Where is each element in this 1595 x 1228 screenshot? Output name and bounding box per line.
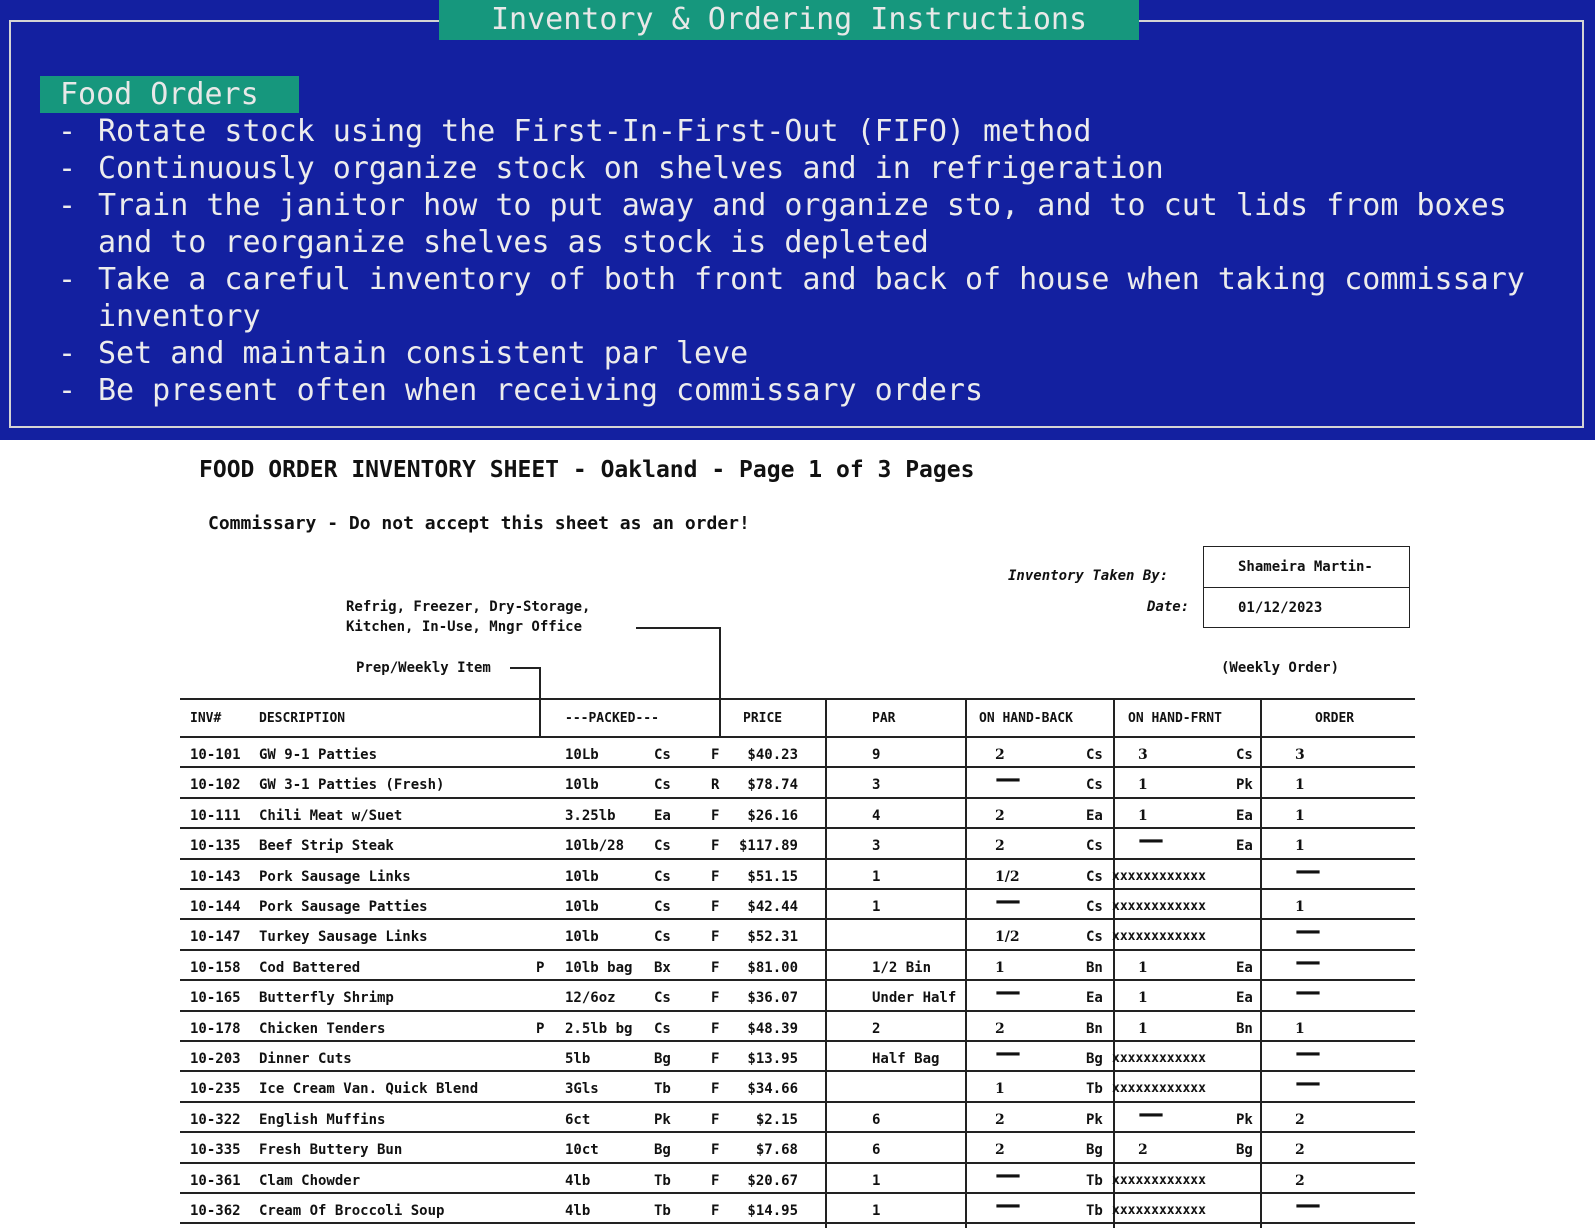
cell-pack-size: 10Lb [565,747,599,763]
cell-front-unit: Ea [1236,807,1253,824]
cell-back-unit: Tb [1086,1081,1103,1098]
prep-connector-h [510,667,540,669]
cell-on-hand-front: 2 [1138,1142,1148,1159]
cell-description: Clam Chowder [259,1172,361,1189]
cell-front-unit: Ea [1236,990,1253,1007]
cell-description: English Muffins [259,1111,386,1128]
table-row [180,886,1415,920]
cell-description: GW 3-1 Patties (Fresh) [259,777,445,794]
cell-on-hand-front: 1 [1138,959,1148,976]
cell-on-hand-front: xxxxxxxxxxxx [1112,1172,1206,1188]
table-row [180,1068,1415,1102]
cell-on-hand-back: 1 [995,959,1005,976]
cell-order: 1 [1295,807,1305,824]
cell-description: Pork Sausage Links [259,868,411,885]
cell-order: 1 [1295,777,1305,794]
cell-location: F [711,747,720,763]
weekly-order-label: (Weekly Order) [1221,660,1340,676]
cell-inv: 10-143 [190,868,241,885]
cell-price: $51.15 [747,868,798,885]
cell-inv: 10-165 [190,990,241,1007]
cell-back-unit: Ea [1086,990,1103,1007]
bullet-dash: - [58,151,77,186]
cell-on-hand-back: 1/2 [995,929,1020,946]
table-row [180,977,1415,1011]
cell-pack-unit: Cs [654,899,671,915]
cell-par: 1 [872,899,881,915]
cell-description: Beef Strip Steak [259,838,394,855]
cell-pack-size: 3Gls [565,1081,599,1098]
sheet-note: Commissary - Do not accept this sheet as an order! [208,513,750,534]
cell-pack-size: 10ct [565,1142,599,1159]
cell-pack-size: 10lb [565,899,599,915]
cell-price: $48.39 [747,1020,798,1037]
instructions-panel [0,0,1595,440]
cell-back-unit: Pk [1086,1111,1103,1128]
table-row [180,1038,1415,1072]
bullet-dash: - [58,262,77,297]
cell-front-unit: Bg [1236,1142,1253,1159]
table-header [180,698,1415,738]
header-par: PAR [872,711,896,726]
instruction-text: Continuously organize stock on shelves and in refrigeration [98,151,1164,186]
cell-inv: 10-362 [190,1203,241,1219]
cell-inv: 10-203 [190,1051,241,1067]
cell-pack-unit: Tb [654,1203,671,1219]
cell-price: $36.07 [747,990,798,1007]
cell-on-hand-back: 2 [995,747,1005,763]
cell-location: F [711,899,720,915]
cell-pack-unit: Cs [654,929,671,946]
date-label: Date: [1147,599,1190,615]
cell-order: — [1295,977,1321,1008]
cell-location: F [711,807,720,824]
cell-on-hand-front: xxxxxxxxxxxx [1112,1203,1206,1218]
cell-par: 1 [872,1203,881,1219]
cell-on-hand-front: 1 [1138,990,1148,1007]
cell-par: 4 [872,807,881,824]
cell-par: 6 [872,1142,881,1159]
cell-description: Chili Meat w/Suet [259,807,403,824]
cell-location: F [711,1172,720,1189]
header-on-hand-back: ON HAND-BACK [979,711,1073,726]
cell-back-unit: Bg [1086,1142,1103,1159]
bullet-dash: - [58,373,77,408]
cell-on-hand-back: — [995,886,1021,916]
cell-description: Turkey Sausage Links [259,929,428,946]
cell-location: F [711,838,720,855]
section-label-food-orders: Food Orders [40,76,299,113]
header-packed: ---PACKED--- [565,711,659,726]
cell-location: F [711,990,720,1007]
cell-inv: 10-235 [190,1081,241,1098]
cell-pack-unit: Bx [654,959,671,976]
header-order: ORDER [1315,711,1355,726]
cell-price: $40.23 [747,747,798,763]
cell-pack-unit: Cs [654,777,671,794]
cell-location: F [711,1142,720,1159]
cell-pack-unit: Ea [654,807,671,824]
date-value: 01/12/2023 [1203,587,1410,628]
instruction-item [58,187,1578,261]
cell-location: F [711,1051,720,1067]
cell-pack-unit: Cs [654,838,671,855]
legend-connector-h [636,627,720,629]
cell-front-unit: Pk [1236,777,1253,794]
cell-par: 2 [872,1020,881,1037]
table-row [180,855,1415,890]
cell-pack-size: 4lb [565,1203,591,1219]
cell-order: 1 [1295,1020,1305,1037]
cell-price: $13.95 [747,1051,798,1067]
cell-pack-size: 4lb [565,1172,591,1189]
table-row [180,1190,1415,1224]
table-row [180,738,1415,768]
cell-pack-unit: Cs [654,990,671,1007]
cell-on-hand-back: — [995,977,1021,1008]
cell-order: 1 [1295,838,1305,855]
cell-order: — [1295,1038,1321,1068]
cell-inv: 10-144 [190,899,241,915]
cell-inv: 10-361 [190,1172,241,1189]
cell-price: $42.44 [747,899,798,915]
cell-order: — [1295,1190,1321,1220]
cell-on-hand-front: — [1138,825,1164,856]
cell-pack-size: 10lb [565,868,599,885]
bullet-dash: - [58,336,77,371]
cell-price: $34.66 [747,1081,798,1098]
header-price: PRICE [743,711,783,726]
cell-pack-unit: Bg [654,1051,671,1067]
taken-by-label: Inventory Taken By: [1008,568,1169,584]
cell-back-unit: Tb [1086,1172,1103,1189]
taken-by-value: Shameira Martin- [1203,546,1410,588]
cell-order: 2 [1295,1111,1305,1128]
bullet-dash: - [58,188,77,223]
cell-back-unit: Cs [1086,868,1103,885]
cell-par: Half Bag [872,1051,940,1067]
cell-on-hand-back: 2 [995,807,1005,824]
table-row [180,764,1415,798]
cell-on-hand-back: 1 [995,1081,1005,1098]
cell-location: F [711,868,720,885]
instruction-item [58,261,1578,335]
cell-on-hand-back: 2 [995,1142,1005,1159]
cell-order: 1 [1295,899,1305,915]
cell-par: 9 [872,747,881,763]
cell-location: F [711,959,720,976]
cell-on-hand-back: 1/2 [995,868,1020,885]
cell-back-unit: Ea [1086,807,1103,824]
table-row [180,1159,1415,1194]
cell-back-unit: Bn [1086,1020,1103,1037]
cell-price: $117.89 [738,838,798,855]
cell-back-unit: Cs [1086,838,1103,855]
bullet-dash: - [58,114,77,149]
cell-order: 3 [1295,747,1305,763]
prep-weekly-label: Prep/Weekly Item [356,660,491,676]
cell-on-hand-front: 1 [1138,807,1148,824]
cell-inv: 10-335 [190,1142,241,1159]
instruction-item [58,150,1578,187]
table-row [180,825,1415,859]
cell-prep-flag: P [536,959,545,976]
cell-location: F [711,1020,720,1037]
cell-pack-size: 2.5lb bg [565,1020,633,1037]
cell-description: Chicken Tenders [259,1020,386,1037]
cell-front-unit: Pk [1236,1111,1253,1128]
cell-back-unit: Cs [1086,777,1103,794]
instruction-text: Train the janitor how to put away and organize sto, and to cut lids from boxes and to reorganize shelves as stock is depleted [98,188,1507,260]
cell-location: F [711,1203,720,1219]
instruction-item [58,372,1578,409]
cell-price: $78.74 [747,777,798,794]
header-on-hand-front: ON HAND-FRNT [1128,711,1222,726]
cell-price: $20.67 [747,1172,798,1189]
cell-back-unit: Bg [1086,1051,1103,1067]
inventory-sheet [0,440,1595,1224]
cell-on-hand-front: xxxxxxxxxxxx [1112,899,1206,914]
cell-on-hand-back: 2 [995,1020,1005,1037]
table-row [180,799,1415,829]
cell-inv: 10-147 [190,929,241,946]
cell-description: Butterfly Shrimp [259,990,394,1007]
cell-on-hand-back: — [995,1190,1021,1220]
cell-description: Cod Battered [259,959,361,976]
cell-order: — [1295,916,1321,947]
cell-order: — [1295,855,1321,886]
cell-pack-size: 10lb bag [565,959,633,976]
cell-inv: 10-178 [190,1020,241,1037]
instruction-list [58,113,1578,409]
cell-on-hand-back: 2 [995,838,1005,855]
cell-pack-size: 5lb [565,1051,591,1067]
cell-pack-size: 3.25lb [565,807,616,824]
cell-on-hand-front: xxxxxxxxxxxx [1112,1081,1206,1097]
cell-price: $26.16 [747,807,798,824]
cell-inv: 10-102 [190,777,241,794]
cell-par: 1 [872,868,881,885]
table-row [180,1012,1415,1042]
cell-location: F [711,1111,720,1128]
cell-order: 2 [1295,1172,1305,1189]
table-row [180,916,1415,950]
cell-on-hand-front: — [1138,1098,1164,1129]
cell-inv: 10-111 [190,807,241,824]
cell-on-hand-front: 3 [1138,747,1148,763]
table-row [180,946,1415,981]
cell-on-hand-front: 1 [1138,777,1148,794]
instruction-text: Be present often when receiving commissary orders [98,373,984,408]
cell-pack-size: 10lb [565,929,599,946]
instruction-text: Take a careful inventory of both front and back of house when taking commissary inventory [98,262,1525,334]
cell-price: $14.95 [747,1203,798,1219]
cell-on-hand-back: — [995,764,1021,795]
cell-location: F [711,929,720,946]
table-row [180,1133,1415,1163]
cell-pack-unit: Cs [654,1020,671,1037]
instruction-item [58,113,1578,150]
cell-location: R [711,777,720,794]
cell-back-unit: Tb [1086,1203,1103,1219]
cell-pack-unit: Cs [654,747,671,763]
cell-description: Ice Cream Van. Quick Blend [259,1081,479,1098]
location-legend-line2: Kitchen, In-Use, Mngr Office [346,619,583,635]
cell-back-unit: Cs [1086,747,1103,763]
cell-par: 1/2 Bin [872,959,932,976]
panel-title: Inventory & Ordering Instructions [439,0,1139,40]
cell-description: GW 9-1 Patties [259,747,378,763]
cell-on-hand-back: 2 [995,1111,1005,1128]
cell-order: 2 [1295,1142,1305,1159]
cell-price: $81.00 [747,959,798,976]
cell-description: Pork Sausage Patties [259,899,428,915]
cell-inv: 10-158 [190,959,241,976]
cell-order: — [1295,1068,1321,1099]
cell-front-unit: Cs [1236,747,1253,763]
cell-back-unit: Cs [1086,899,1103,915]
cell-order: — [1295,946,1321,977]
cell-front-unit: Ea [1236,959,1253,976]
cell-inv: 10-101 [190,747,241,763]
cell-on-hand-front: xxxxxxxxxxxx [1112,1051,1206,1066]
cell-par: 3 [872,777,881,794]
cell-par: 3 [872,838,881,855]
cell-par: Under Half [872,990,957,1007]
cell-pack-unit: Tb [654,1172,671,1189]
header-description: DESCRIPTION [259,711,346,726]
cell-description: Fresh Buttery Bun [259,1142,403,1159]
cell-par: 6 [872,1111,881,1128]
cell-price: $7.68 [755,1142,798,1159]
cell-inv: 10-322 [190,1111,241,1128]
cell-par: 1 [872,1172,881,1189]
cell-location: F [711,1081,720,1098]
instruction-item [58,335,1578,372]
cell-price: $52.31 [747,929,798,946]
cell-front-unit: Ea [1236,838,1253,855]
cell-price: $2.15 [755,1111,798,1128]
table-row [180,1098,1415,1133]
cell-pack-unit: Bg [654,1142,671,1159]
cell-inv: 10-135 [190,838,241,855]
cell-on-hand-front: xxxxxxxxxxxx [1112,868,1206,884]
cell-description: Dinner Cuts [259,1051,352,1067]
cell-on-hand-back: — [995,1159,1021,1190]
cell-pack-size: 10lb/28 [565,838,625,855]
cell-front-unit: Bn [1236,1020,1253,1037]
cell-pack-unit: Cs [654,868,671,885]
cell-on-hand-front: xxxxxxxxxxxx [1112,929,1206,945]
location-legend-line1: Refrig, Freezer, Dry-Storage, [346,599,591,615]
header-inv: INV# [190,711,222,726]
cell-pack-unit: Pk [654,1111,671,1128]
cell-pack-unit: Tb [654,1081,671,1098]
cell-on-hand-back: — [995,1038,1021,1068]
cell-pack-size: 10lb [565,777,599,794]
cell-prep-flag: P [536,1020,545,1037]
cell-back-unit: Bn [1086,959,1103,976]
cell-back-unit: Cs [1086,929,1103,946]
instruction-text: Set and maintain consistent par leve [98,336,749,371]
cell-on-hand-front: 1 [1138,1020,1148,1037]
instruction-text: Rotate stock using the First-In-First-Out (FIFO) method [98,114,1092,149]
sheet-title: FOOD ORDER INVENTORY SHEET - Oakland - Page 1 of 3 Pages [199,457,975,483]
cell-pack-size: 6ct [565,1111,591,1128]
cell-description: Cream Of Broccoli Soup [259,1203,445,1219]
cell-pack-size: 12/6oz [565,990,616,1007]
